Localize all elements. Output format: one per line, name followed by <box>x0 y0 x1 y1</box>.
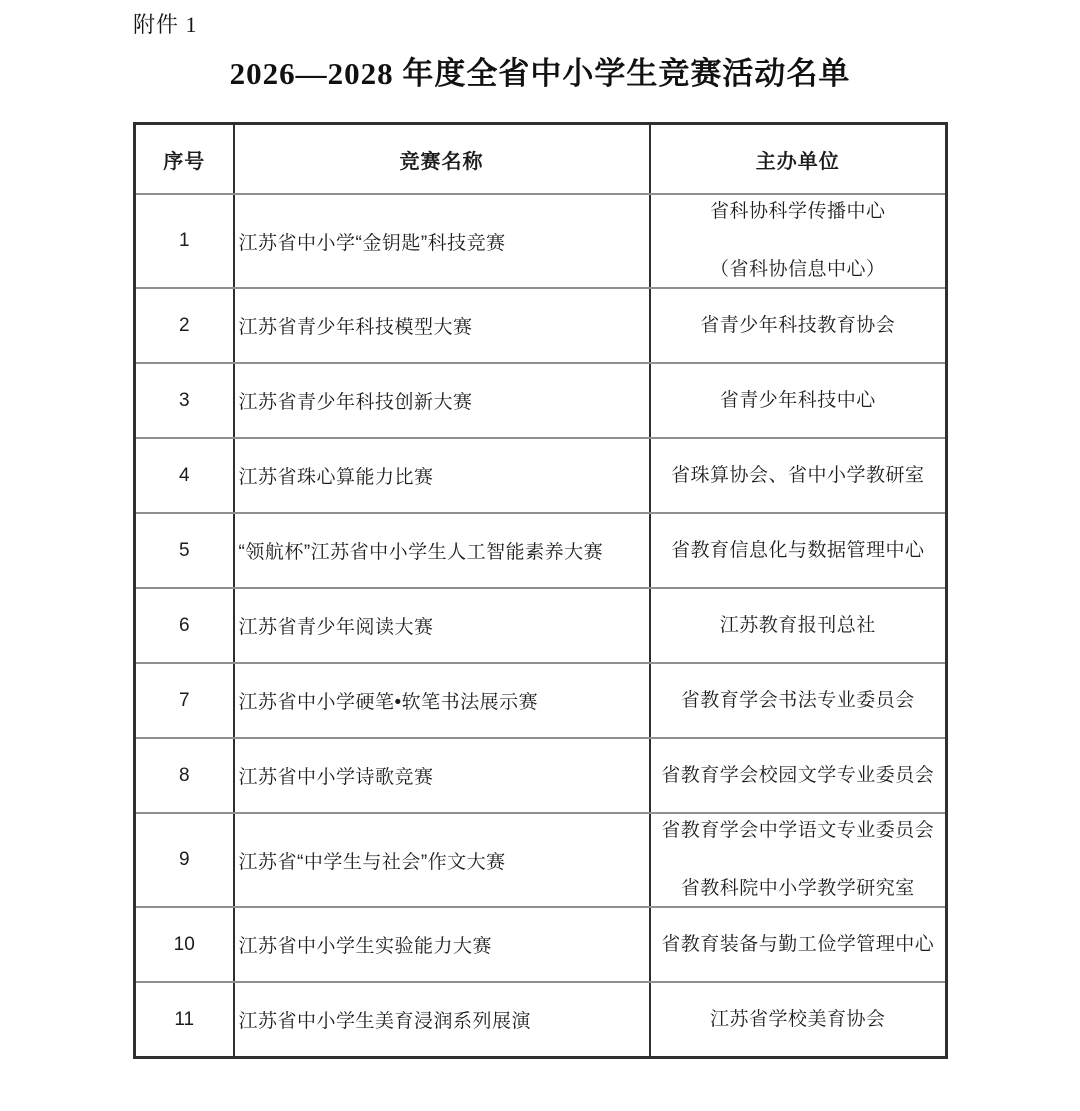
cell-organizer <box>650 813 947 907</box>
table-row <box>135 363 947 438</box>
cell-competition-name: 江苏省中小学生美育浸润系列展演 <box>234 982 650 1058</box>
organizer-line: 省青少年科技中心 <box>719 389 876 411</box>
cell-organizer <box>650 194 947 288</box>
cell-competition-name: 江苏省中小学诗歌竞赛 <box>234 738 650 813</box>
organizer-line: 江苏教育报刊总社 <box>719 614 876 636</box>
attachment-label: 附件 1 <box>133 12 198 37</box>
organizer-line: 省青少年科技教育协会 <box>700 314 896 336</box>
table-row <box>135 738 947 813</box>
organizer-line: 省教育学会书法专业委员会 <box>680 689 915 711</box>
table-row <box>135 513 947 588</box>
cell-number: 8 <box>135 738 234 813</box>
cell-number: 1 <box>135 194 234 288</box>
cell-competition-name: 江苏省中小学“金钥匙”科技竞赛 <box>234 194 650 288</box>
cell-competition-name: 江苏省青少年科技模型大赛 <box>234 288 650 363</box>
cell-organizer <box>650 513 947 588</box>
table-row <box>135 663 947 738</box>
cell-organizer <box>650 588 947 663</box>
cell-organizer <box>650 288 947 363</box>
cell-organizer <box>650 363 947 438</box>
cell-number: 9 <box>135 813 234 907</box>
table-row <box>135 982 947 1058</box>
cell-number: 7 <box>135 663 234 738</box>
cell-number: 2 <box>135 288 234 363</box>
organizer-line: 省教科院中小学教学研究室 <box>680 878 915 899</box>
table-header-row <box>135 124 947 195</box>
cell-competition-name: 江苏省“中学生与社会”作文大赛 <box>234 813 650 907</box>
cell-competition-name: 江苏省青少年科技创新大赛 <box>234 363 650 438</box>
organizer-line: 省教育装备与勤工俭学管理中心 <box>661 933 935 955</box>
cell-organizer <box>650 663 947 738</box>
table-row <box>135 813 947 907</box>
cell-number: 11 <box>135 982 234 1058</box>
cell-number: 4 <box>135 438 234 513</box>
table-row <box>135 907 947 982</box>
column-header-organizer: 主办单位 <box>650 124 947 195</box>
cell-competition-name: 江苏省珠心算能力比赛 <box>234 438 650 513</box>
organizer-line: 江苏省学校美育协会 <box>709 1008 886 1030</box>
column-header-number: 序号 <box>135 124 234 195</box>
cell-number: 10 <box>135 907 234 982</box>
organizer-line: 省科协科学传播中心 <box>709 201 886 222</box>
cell-organizer <box>650 907 947 982</box>
cell-number: 3 <box>135 363 234 438</box>
competition-table <box>133 122 948 1059</box>
competition-table-wrap <box>133 122 948 1059</box>
cell-organizer <box>650 982 947 1058</box>
cell-competition-name: 江苏省青少年阅读大赛 <box>234 588 650 663</box>
organizer-line: 省教育学会中学语文专业委员会 <box>661 820 935 841</box>
organizer-line: （省科协信息中心） <box>709 259 886 280</box>
organizer-line: 省教育学会校园文学专业委员会 <box>661 764 935 786</box>
table-body <box>135 194 947 1058</box>
cell-organizer <box>650 438 947 513</box>
column-header-name: 竞赛名称 <box>234 124 650 195</box>
cell-competition-name: 江苏省中小学生实验能力大赛 <box>234 907 650 982</box>
page-title: 2026—2028 年度全省中小学生竞赛活动名单 <box>229 56 851 91</box>
organizer-line: 省珠算协会、省中小学教研室 <box>670 464 925 486</box>
table-row <box>135 438 947 513</box>
cell-number: 6 <box>135 588 234 663</box>
organizer-line: 省教育信息化与数据管理中心 <box>670 539 925 561</box>
table-row <box>135 588 947 663</box>
cell-organizer <box>650 738 947 813</box>
cell-number: 5 <box>135 513 234 588</box>
cell-competition-name: 江苏省中小学硬笔•软笔书法展示赛 <box>234 663 650 738</box>
cell-competition-name: “领航杯”江苏省中小学生人工智能素养大赛 <box>234 513 650 588</box>
table-row <box>135 194 947 288</box>
table-row <box>135 288 947 363</box>
